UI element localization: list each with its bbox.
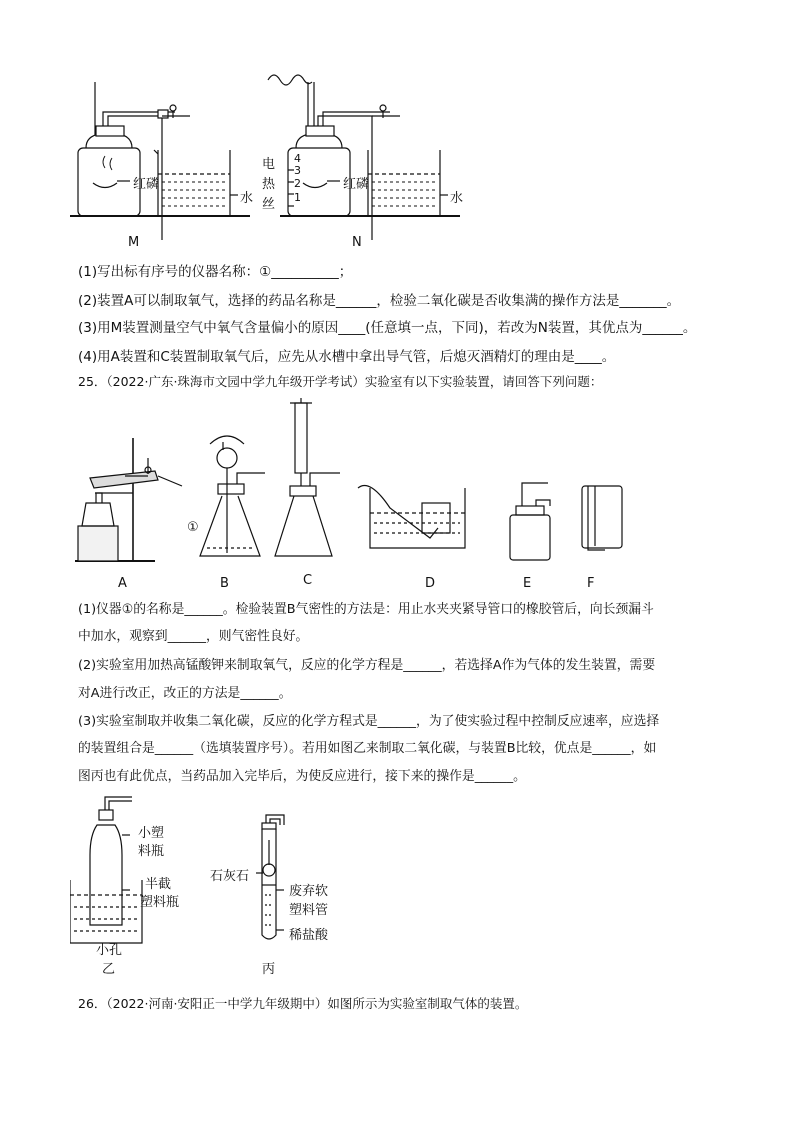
label-f: F: [587, 576, 595, 591]
label-waste-tube-1: 废弃软: [289, 884, 329, 899]
label-small-bottle-2: 料瓶: [138, 844, 165, 859]
apparatus-e: [510, 483, 550, 560]
label-bing: 丙: [262, 962, 276, 977]
apparatus-bing: [256, 815, 284, 939]
q25-part3-line2: 的装置组合是______（选填装置序号）。若用如图乙来制取二氧化碳，与装置B比较，优点是______，如: [78, 741, 657, 756]
apparatus-c: [275, 398, 340, 556]
label-limestone: 石灰石: [210, 869, 250, 884]
apparatus-d: [358, 486, 465, 549]
apparatus-yi: [70, 797, 142, 943]
label-n: N: [352, 235, 362, 250]
label-e: E: [523, 576, 532, 591]
label-water-n: 水: [450, 191, 464, 206]
label-half-bottle-2: 塑料瓶: [140, 895, 180, 910]
label-red-phosphorus-n: 红磷: [343, 177, 370, 192]
q25-part1-line2: 中加水，观察到______，则气密性良好。: [78, 629, 309, 644]
apparatus-f: [582, 486, 622, 550]
q24-line-2: (2)装置A可以制取氧气，选择的药品名称是______，检验二氧化碳是否收集满的操作方法是_______。: [78, 293, 681, 309]
label-electric-heating-wire: 电热丝: [262, 157, 276, 212]
label-red-phosphorus-m: 红磷: [133, 177, 160, 192]
q25-part2-line2: 对A进行改正，改正的方法是______。: [78, 686, 292, 701]
label-a: A: [118, 576, 127, 591]
label-small-bottle-1: 小塑: [138, 826, 165, 841]
q24-line-1: (1)写出标有序号的仪器名称：①__________；: [78, 264, 353, 280]
figure-apparatus-a-f: [70, 398, 630, 573]
q25-part3-line3: 图丙也有此优点，当药品加入完毕后，为使反应进行，接下来的操作是______。: [78, 769, 526, 784]
q26-title: 26．（2022·河南·安阳正一中学九年级期中）如图所示为实验室制取气体的装置。: [78, 996, 528, 1011]
q25-part1-line1: (1)仪器①的名称是______。检验装置B气密性的方法是：用止水夹夹紧导管口的橡胶管后，向长颈漏斗: [78, 602, 654, 617]
label-yi: 乙: [102, 962, 116, 977]
figure-m-n: [70, 70, 490, 255]
apparatus-a: [75, 438, 182, 561]
q25-part2-line1: (2)实验室用加热高锰酸钾来制取氧气，反应的化学方程是______，若选择A作为气体的发生装置，需要: [78, 658, 656, 673]
label-dilute-hcl: 稀盐酸: [289, 928, 329, 943]
scale-mark-3: 3: [294, 164, 301, 177]
circle-label-1: ①: [187, 520, 199, 535]
label-m: M: [128, 235, 140, 250]
q24-line-3: (3)用M装置测量空气中氧气含量偏小的原因____(任意填一点，下同)，若改为N装置，其优点为______。: [78, 320, 697, 336]
label-b: B: [220, 576, 229, 591]
label-c: C: [303, 573, 313, 588]
q25-part3-line1: (3)实验室制取并收集二氧化碳，反应的化学方程式是______，为了使实验过程中控制反应速率，应选择: [78, 714, 660, 729]
label-waste-tube-2: 塑料管: [289, 903, 329, 918]
scale-mark-2: 2: [294, 177, 301, 190]
scale-mark-4: 4: [294, 152, 301, 165]
apparatus-m: [70, 82, 250, 240]
q24-line-4: (4)用A装置和C装置制取氧气后，应先从水槽中拿出导气管，后熄灭酒精灯的理由是____。: [78, 349, 616, 365]
label-water-m: 水: [240, 191, 254, 206]
scale-mark-1: 1: [294, 191, 301, 204]
label-half-bottle-1: 半截: [145, 877, 172, 892]
apparatus-b: [200, 436, 265, 556]
q25-title: 25．（2022·广东·珠海市文园中学九年级开学考试）实验室有以下实验装置，请回答下列问题：: [78, 374, 603, 389]
label-d: D: [425, 576, 436, 591]
label-small-hole: 小孔: [96, 943, 123, 958]
